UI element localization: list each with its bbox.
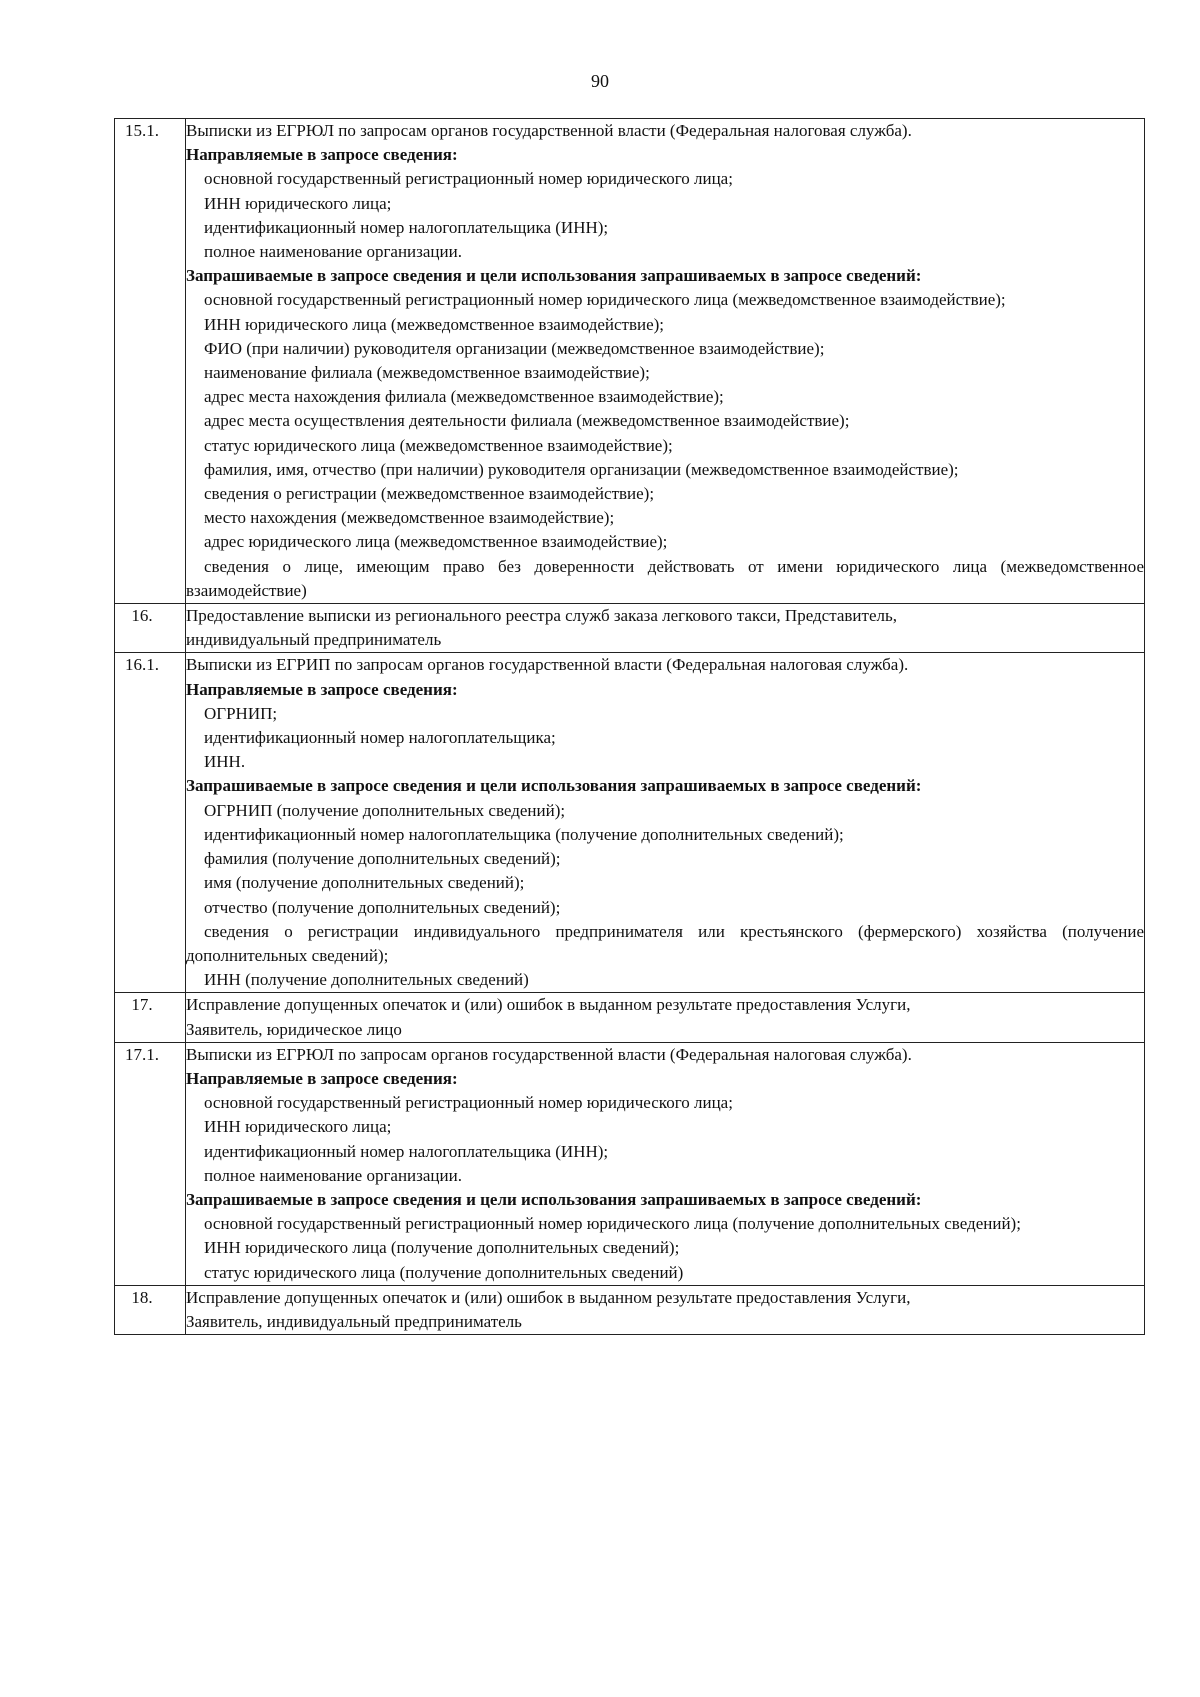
row-heading: Выписки из ЕГРЮЛ по запросам органов государственной власти (Федеральная налоговая служба). [186, 1044, 912, 1064]
row-text-line: Заявитель, индивидуальный предприниматель [186, 1311, 522, 1331]
row-heading: Выписки из ЕГРЮЛ по запросам органов государственной власти (Федеральная налоговая служба). [186, 121, 912, 140]
list-item: место нахождения (межведомственное взаимодействие); [204, 508, 615, 528]
row-text-line: Предоставление выписки из регионального реестра служб заказа легкового такси, Представитель, [186, 606, 897, 626]
list-item: адрес места нахождения филиала (межведомственное взаимодействие); [204, 387, 724, 407]
list-item: полное наименование организации. [204, 242, 462, 262]
table-row [115, 1042, 1145, 1285]
list-item: ОГРНИП; [204, 703, 278, 723]
table-row [115, 119, 1145, 604]
list-item: сведения о регистрации (межведомственное взаимодействие); [204, 484, 655, 504]
list-item: наименование филиала (межведомственное взаимодействие); [204, 363, 650, 383]
list-item: ИНН юридического лица (межведомственное взаимодействие); [204, 314, 665, 334]
row-text-line: Исправление допущенных опечаток и (или) ошибок в выданном результате предоставления Услуги, [186, 1287, 911, 1307]
list-item: отчество (получение дополнительных сведений); [204, 897, 561, 917]
row-number-cell [115, 1285, 186, 1334]
list-item: полное наименование организации. [204, 1165, 462, 1185]
row-content-cell [186, 993, 1145, 1042]
requested-data-title: Запрашиваемые в запросе сведения и цели использования запрашиваемых в запросе сведений: [186, 776, 922, 796]
list-item: основной государственный регистрационный номер юридического лица (межведомственное взаимодействие); [204, 290, 1006, 310]
row-text-line: индивидуальный предприниматель [186, 630, 442, 650]
list-item: ФИО (при наличии) руководителя организации (межведомственное взаимодействие); [204, 338, 825, 358]
row-number-cell [115, 119, 186, 604]
list-item: основной государственный регистрационный номер юридического лица (получение дополнительных сведений); [204, 1214, 1021, 1234]
list-item: идентификационный номер налогоплательщика (ИНН); [204, 217, 609, 237]
list-item: ИНН юридического лица (получение дополнительных сведений); [204, 1238, 680, 1258]
page-number: 90 [591, 71, 609, 91]
list-item: имя (получение дополнительных сведений); [204, 873, 525, 893]
list-item: основной государственный регистрационный номер юридического лица; [204, 1093, 733, 1113]
list-item: ИНН (получение дополнительных сведений) [204, 970, 529, 990]
row-number: 17.1. [125, 1044, 159, 1064]
list-item: статус юридического лица (межведомственное взаимодействие); [204, 435, 673, 455]
row-content-cell [186, 1285, 1145, 1334]
requested-data-title: Запрашиваемые в запросе сведения и цели использования запрашиваемых в запросе сведений: [186, 1189, 922, 1209]
row-number: 17. [131, 995, 153, 1015]
row-number-cell [115, 1042, 186, 1285]
list-item: идентификационный номер налогоплательщика (ИНН); [204, 1141, 609, 1161]
row-content-cell [186, 119, 1145, 604]
row-text-line: Исправление допущенных опечаток и (или) ошибок в выданном результате предоставления Услуги, [186, 995, 911, 1015]
list-item: фамилия (получение дополнительных сведений); [204, 849, 561, 869]
list-item: идентификационный номер налогоплательщика (получение дополнительных сведений); [204, 824, 844, 844]
sent-data-title: Направляемые в запросе сведения: [186, 145, 458, 165]
list-item: ИНН. [204, 752, 246, 772]
list-item: статус юридического лица (получение дополнительных сведений) [204, 1262, 684, 1282]
services-table [114, 118, 1145, 1335]
row-number: 15.1. [125, 121, 159, 140]
row-number-cell [115, 993, 186, 1042]
table-row [115, 1285, 1145, 1334]
list-item: ОГРНИП (получение дополнительных сведений); [204, 800, 566, 820]
list-item: идентификационный номер налогоплательщика; [204, 728, 556, 748]
row-content-cell [186, 1042, 1145, 1285]
list-item: фамилия, имя, отчество (при наличии) руководителя организации (межведомственное взаимодействие); [204, 459, 959, 479]
row-text-line: Заявитель, юридическое лицо [186, 1019, 402, 1039]
list-item: адрес места осуществления деятельности филиала (межведомственное взаимодействие); [204, 411, 850, 431]
list-item: сведения о лице, имеющим право без доверенности действовать от имени юридического лица (межведомственное взаимодействие) [186, 556, 1144, 600]
requested-data-title: Запрашиваемые в запросе сведения и цели использования запрашиваемых в запросе сведений: [186, 266, 922, 286]
list-item: ИНН юридического лица; [204, 1117, 392, 1137]
row-number-cell [115, 653, 186, 993]
list-item: адрес юридического лица (межведомственное взаимодействие); [204, 532, 668, 552]
row-number: 18. [131, 1287, 153, 1307]
row-number: 16. [131, 606, 153, 626]
table-row [115, 993, 1145, 1042]
sent-data-title: Направляемые в запросе сведения: [186, 1068, 458, 1088]
row-heading: Выписки из ЕГРИП по запросам органов государственной власти (Федеральная налоговая служба). [186, 655, 909, 675]
table-row [115, 653, 1145, 993]
list-item: ИНН юридического лица; [204, 193, 392, 213]
row-number: 16.1. [125, 655, 159, 675]
table-row [115, 604, 1145, 653]
row-content-cell [186, 653, 1145, 993]
list-item: сведения о регистрации индивидуального предпринимателя или крестьянского (фермерского) хозяйства (получение дополнительных сведений); [186, 921, 1144, 965]
sent-data-title: Направляемые в запросе сведения: [186, 679, 458, 699]
row-number-cell [115, 604, 186, 653]
list-item: основной государственный регистрационный номер юридического лица; [204, 169, 733, 189]
row-content-cell [186, 604, 1145, 653]
